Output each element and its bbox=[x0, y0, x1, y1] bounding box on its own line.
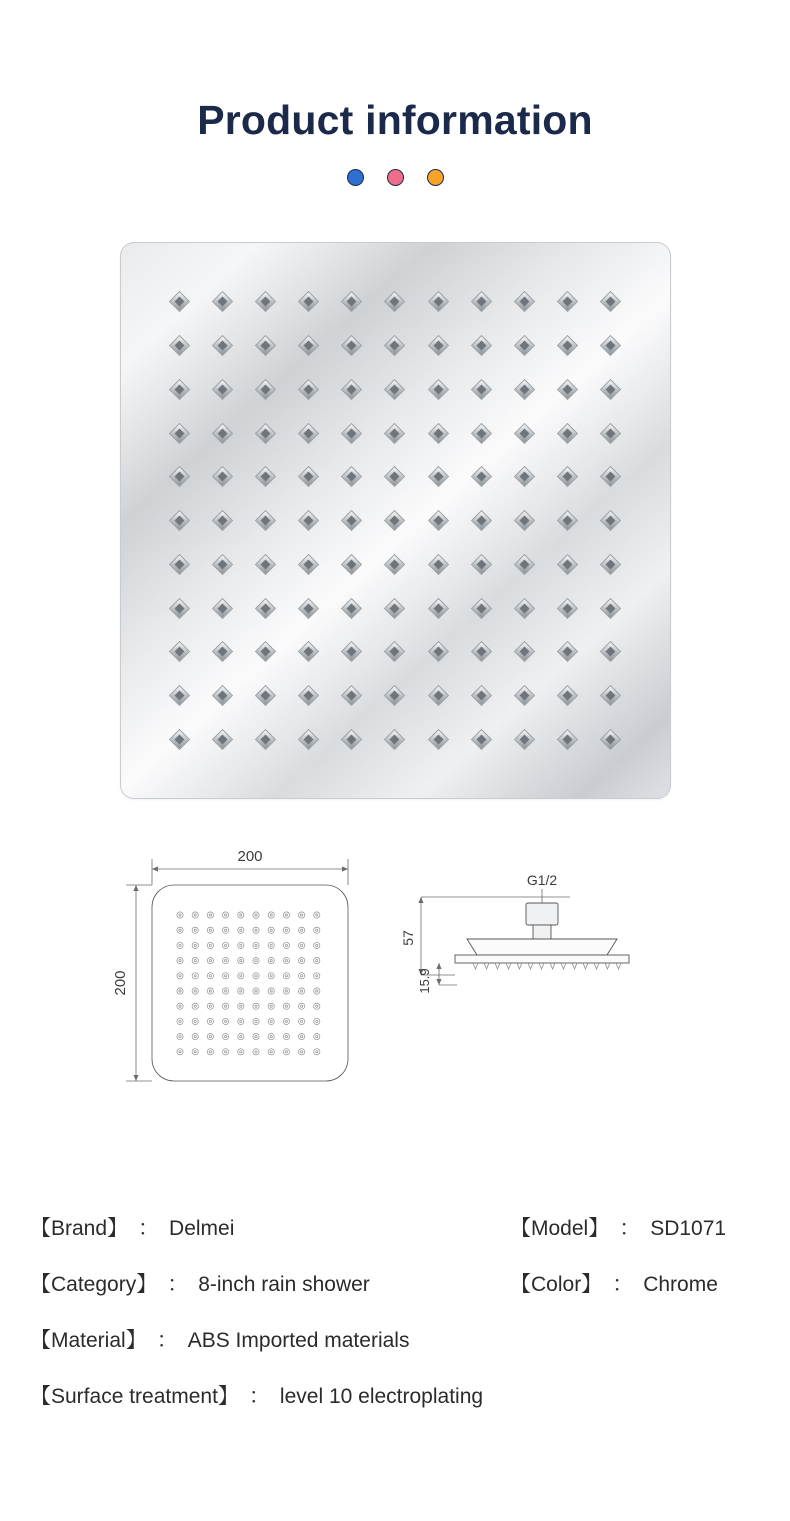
nozzle bbox=[298, 729, 319, 750]
nozzle bbox=[384, 597, 405, 618]
nozzle bbox=[428, 641, 449, 662]
spec-brand-key: 【Brand】 bbox=[30, 1217, 129, 1240]
nozzle bbox=[212, 685, 233, 706]
spec-material bbox=[30, 1324, 510, 1354]
nozzle bbox=[341, 335, 362, 356]
nozzle bbox=[514, 510, 535, 531]
nozzle bbox=[212, 379, 233, 400]
nozzle bbox=[341, 641, 362, 662]
nozzle bbox=[600, 423, 621, 444]
spec-brand-value: Delmei bbox=[169, 1217, 235, 1240]
nozzle bbox=[514, 685, 535, 706]
nozzle bbox=[341, 729, 362, 750]
nozzle bbox=[384, 554, 405, 575]
nozzle bbox=[557, 510, 578, 531]
front-left-dimension-label: 200 bbox=[112, 970, 129, 996]
nozzle bbox=[255, 423, 276, 444]
spec-model-value: SD1071 bbox=[650, 1217, 727, 1240]
nozzle bbox=[298, 335, 319, 356]
spec-category-key: 【Category】 bbox=[30, 1273, 158, 1296]
nozzle bbox=[514, 554, 535, 575]
nozzle bbox=[341, 685, 362, 706]
nozzle bbox=[471, 335, 492, 356]
nozzle bbox=[557, 641, 578, 662]
nozzle bbox=[600, 554, 621, 575]
nozzle-grid bbox=[158, 280, 633, 761]
nozzle bbox=[600, 291, 621, 312]
nozzle bbox=[471, 641, 492, 662]
nozzle bbox=[168, 423, 189, 444]
nozzle bbox=[471, 685, 492, 706]
nozzle bbox=[168, 685, 189, 706]
spec-list bbox=[0, 1212, 790, 1436]
nozzle bbox=[514, 729, 535, 750]
nozzle bbox=[168, 379, 189, 400]
nozzle bbox=[557, 379, 578, 400]
spec-model-colon: ： bbox=[619, 1217, 641, 1240]
front-view-drawing bbox=[95, 833, 385, 1103]
nozzle bbox=[255, 729, 276, 750]
spec-material-key: 【Material】 bbox=[30, 1329, 147, 1352]
nozzle bbox=[557, 423, 578, 444]
nozzle bbox=[471, 291, 492, 312]
nozzle bbox=[557, 466, 578, 487]
nozzle bbox=[341, 379, 362, 400]
nozzle bbox=[298, 466, 319, 487]
nozzle bbox=[255, 641, 276, 662]
product-photo bbox=[0, 242, 790, 799]
nozzle bbox=[557, 597, 578, 618]
spec-row bbox=[30, 1324, 760, 1354]
nozzle bbox=[428, 597, 449, 618]
front-top-dimension-label: 200 bbox=[237, 848, 263, 866]
nozzle bbox=[384, 291, 405, 312]
nozzle bbox=[212, 291, 233, 312]
spec-surface-value: level 10 electroplating bbox=[279, 1385, 484, 1408]
nozzle bbox=[341, 554, 362, 575]
nozzle bbox=[557, 291, 578, 312]
nozzle bbox=[471, 597, 492, 618]
technical-drawings bbox=[0, 833, 790, 1123]
nozzle bbox=[255, 597, 276, 618]
nozzle bbox=[428, 379, 449, 400]
nozzle bbox=[471, 729, 492, 750]
nozzle bbox=[557, 335, 578, 356]
dot-orange bbox=[427, 169, 444, 186]
spec-category bbox=[30, 1268, 510, 1298]
nozzle bbox=[212, 510, 233, 531]
nozzle bbox=[212, 641, 233, 662]
nozzle bbox=[557, 554, 578, 575]
nozzle bbox=[428, 291, 449, 312]
nozzle bbox=[255, 510, 276, 531]
nozzle bbox=[168, 466, 189, 487]
spec-color-colon: ： bbox=[612, 1273, 634, 1296]
nozzle bbox=[514, 597, 535, 618]
nozzle bbox=[384, 510, 405, 531]
nozzle bbox=[600, 685, 621, 706]
spec-model bbox=[510, 1212, 726, 1242]
nozzle bbox=[255, 466, 276, 487]
spec-material-value: ABS Imported materials bbox=[187, 1329, 410, 1352]
nozzle bbox=[384, 466, 405, 487]
spec-brand bbox=[30, 1212, 510, 1242]
decorative-dots bbox=[0, 169, 790, 186]
nozzle bbox=[255, 379, 276, 400]
nozzle bbox=[428, 335, 449, 356]
side-view-drawing bbox=[395, 863, 655, 1023]
spec-color bbox=[510, 1268, 718, 1298]
nozzle bbox=[384, 379, 405, 400]
spec-model-key: 【Model】 bbox=[510, 1217, 610, 1240]
nozzle bbox=[255, 291, 276, 312]
nozzle bbox=[341, 510, 362, 531]
nozzle bbox=[384, 641, 405, 662]
nozzle bbox=[168, 510, 189, 531]
nozzle bbox=[298, 379, 319, 400]
spec-surface-treatment bbox=[30, 1380, 510, 1410]
nozzle bbox=[341, 466, 362, 487]
nozzle bbox=[298, 423, 319, 444]
nozzle bbox=[168, 554, 189, 575]
nozzle bbox=[428, 466, 449, 487]
nozzle bbox=[471, 554, 492, 575]
nozzle bbox=[471, 379, 492, 400]
nozzle bbox=[600, 729, 621, 750]
nozzle bbox=[600, 510, 621, 531]
nozzle bbox=[298, 641, 319, 662]
nozzle bbox=[298, 685, 319, 706]
nozzle bbox=[557, 685, 578, 706]
nozzle bbox=[212, 554, 233, 575]
nozzle bbox=[168, 291, 189, 312]
nozzle bbox=[168, 641, 189, 662]
side-thickness-dimension-label: 15.9 bbox=[417, 968, 432, 994]
nozzle bbox=[168, 729, 189, 750]
nozzle bbox=[428, 554, 449, 575]
nozzle bbox=[212, 729, 233, 750]
nozzle bbox=[341, 291, 362, 312]
nozzle bbox=[600, 641, 621, 662]
shower-head-face bbox=[120, 242, 671, 799]
nozzle bbox=[341, 423, 362, 444]
nozzle bbox=[514, 423, 535, 444]
nozzle bbox=[428, 423, 449, 444]
nozzle bbox=[384, 685, 405, 706]
nozzle bbox=[384, 729, 405, 750]
spec-row bbox=[30, 1268, 760, 1298]
nozzle bbox=[600, 597, 621, 618]
spec-row bbox=[30, 1212, 760, 1242]
nozzle bbox=[168, 597, 189, 618]
nozzle bbox=[557, 729, 578, 750]
side-view-nozzles bbox=[473, 963, 621, 969]
nozzle bbox=[255, 685, 276, 706]
front-view-nozzles bbox=[177, 912, 320, 1055]
nozzle bbox=[212, 597, 233, 618]
nozzle bbox=[298, 597, 319, 618]
nozzle bbox=[514, 379, 535, 400]
nozzle bbox=[600, 466, 621, 487]
nozzle bbox=[471, 510, 492, 531]
nozzle bbox=[168, 335, 189, 356]
spec-surface-colon: ： bbox=[248, 1385, 270, 1408]
nozzle bbox=[212, 335, 233, 356]
nozzle bbox=[514, 641, 535, 662]
nozzle bbox=[600, 335, 621, 356]
dot-pink bbox=[387, 169, 404, 186]
nozzle bbox=[255, 554, 276, 575]
spec-category-colon: ： bbox=[167, 1273, 189, 1296]
nozzle bbox=[471, 423, 492, 444]
nozzle bbox=[384, 335, 405, 356]
spec-category-value: 8-inch rain shower bbox=[198, 1273, 370, 1296]
spec-brand-colon: ： bbox=[138, 1217, 160, 1240]
nozzle bbox=[255, 335, 276, 356]
nozzle bbox=[514, 291, 535, 312]
nozzle bbox=[514, 335, 535, 356]
nozzle bbox=[341, 597, 362, 618]
page-title: Product information bbox=[197, 97, 593, 143]
nozzle bbox=[298, 291, 319, 312]
nozzle bbox=[428, 685, 449, 706]
nozzle bbox=[428, 510, 449, 531]
spec-color-value: Chrome bbox=[643, 1273, 718, 1296]
nozzle bbox=[212, 466, 233, 487]
spec-surface-key: 【Surface treatment】 bbox=[30, 1385, 239, 1408]
nozzle bbox=[471, 466, 492, 487]
nozzle bbox=[298, 510, 319, 531]
side-height-dimension-label: 57 bbox=[400, 930, 416, 946]
nozzle bbox=[514, 466, 535, 487]
thread-size-label: G1/2 bbox=[526, 872, 558, 889]
nozzle bbox=[298, 554, 319, 575]
spec-row bbox=[30, 1380, 760, 1410]
spec-material-colon: ： bbox=[156, 1329, 178, 1352]
nozzle bbox=[428, 729, 449, 750]
dot-blue bbox=[347, 169, 364, 186]
nozzle bbox=[212, 423, 233, 444]
spec-color-key: 【Color】 bbox=[510, 1273, 603, 1296]
nozzle bbox=[384, 423, 405, 444]
nozzle bbox=[600, 379, 621, 400]
